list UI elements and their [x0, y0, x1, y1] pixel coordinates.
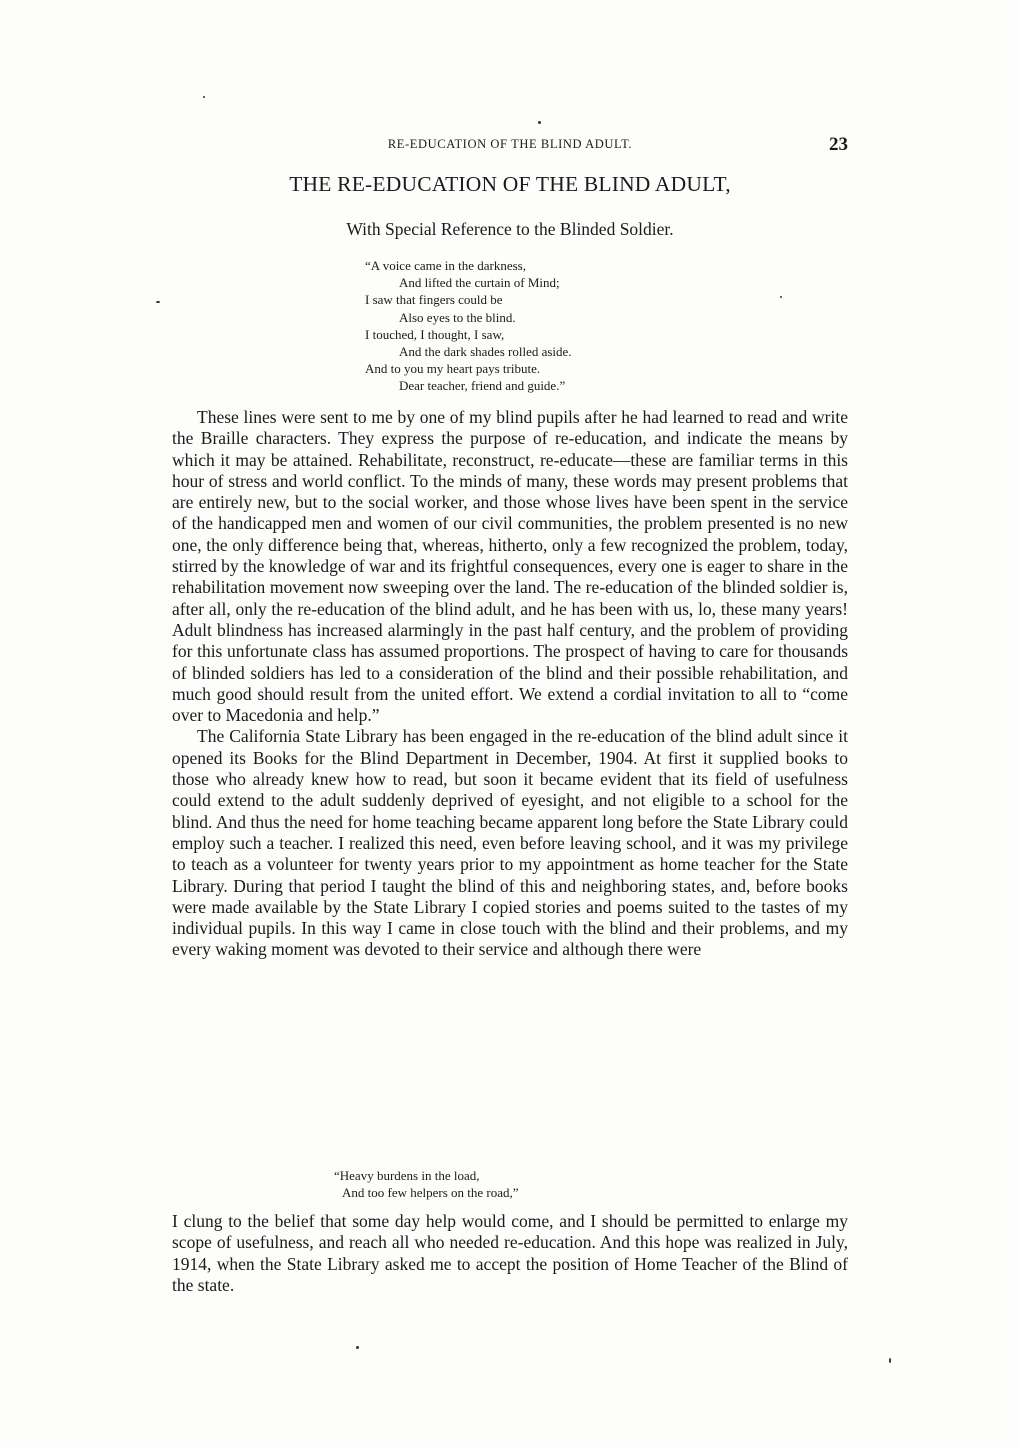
quote-line: And too few helpers on the road,” — [342, 1185, 519, 1200]
poem-line: Dear teacher, friend and guide.” — [399, 378, 566, 394]
poem-line: And to you my heart pays tribute. — [365, 361, 541, 377]
paragraph: I clung to the belief that some day help would come, and I should be permitted to enlarge my scope of usefulness, and reach all who needed re-education. And this hope was realized in July, 1914, when the State Library asked me to accept the position of Home Teacher of the Blind of the state. — [172, 1211, 848, 1295]
poem-line: And the dark shades rolled aside. — [399, 344, 572, 360]
paragraph: These lines were sent to me by one of my blind pupils after he had learned to read and write the Braille characters. They express the purpose of re-education, and indicate the means by which it may be attained. Rehabilitate, reconstruct, re-educate—these are familiar terms in this hour of stress and world conflict. To the minds of many, these words may present problems that are entirely new, but to the social worker, and those whose lives have been spent in the service of the handicapped men and women of our civil communities, the problem presented is no new one, the only difference being that, whereas, hitherto, only a few recognized the problem, today, stirred by the knowledge of war and its frightful consequences, every one is eager to share in the rehabilitation movement now sweeping over the land. The re-education of the blinded soldier is, after all, only the re-education of the blind adult, and he has been with us, lo, these many years! Adult blindness has increased alarmingly in the past half century, and the problem of providing for this unfortunate class has assumed proportions. The prospect of having to care for thousands of blinded soldiers has led to a consideration of the blind and their possible rehabilitation, and much good should result from the united effort. We extend a cordial invitation to all to “come over to Macedonia and help.” — [172, 407, 848, 726]
scan-speck — [356, 1346, 359, 1349]
article-title: THE RE-EDUCATION OF THE BLIND ADULT, — [289, 172, 731, 196]
page-number: 23 — [829, 134, 848, 155]
paragraph: The California State Library has been engaged in the re-education of the blind adult since it opened its Books for the Blind Department in December, 1904. At first it supplied books to those who already knew how to read, but soon it became evident that its field of usefulness could extend to the adult suddenly deprived of eyesight, and not eligible to a school for the blind. And thus the need for home teaching became apparent long before the State Library could employ such a teacher. I realized this need, even before leaving school, and it was my privilege to teach as a volunteer for twenty years prior to my appointment as home teacher for the State Library. During that period I taught the blind of this and neighboring states, and, before books were made available by the State Library I copied stories and poems suited to the tastes of my individual pupils. In this way I came in close touch with the blind and their problems, and my every waking moment was devoted to their service and although there were — [172, 726, 848, 960]
poem-line: I saw that fingers could be — [365, 292, 503, 308]
poem-line: And lifted the curtain of Mind; — [399, 275, 560, 291]
inline-quote — [334, 1167, 519, 1201]
scan-speck — [780, 296, 782, 298]
closing-text — [172, 1211, 848, 1296]
running-header — [172, 134, 848, 160]
body-text — [172, 407, 848, 961]
poem-line: “A voice came in the darkness, — [365, 258, 526, 273]
scan-speck — [156, 301, 160, 303]
scan-speck — [889, 1358, 891, 1363]
poem-line: I touched, I thought, I saw, — [365, 326, 505, 342]
scan-speck — [538, 121, 541, 124]
running-title: RE-EDUCATION OF THE BLIND ADULT. — [387, 137, 633, 151]
opening-poem — [365, 257, 572, 395]
article-subtitle: With Special Reference to the Blinded Soldier. — [346, 219, 674, 239]
poem-line: Also eyes to the blind. — [399, 309, 516, 325]
scan-speck — [203, 96, 205, 98]
quote-line: “Heavy burdens in the load, — [334, 1168, 480, 1183]
